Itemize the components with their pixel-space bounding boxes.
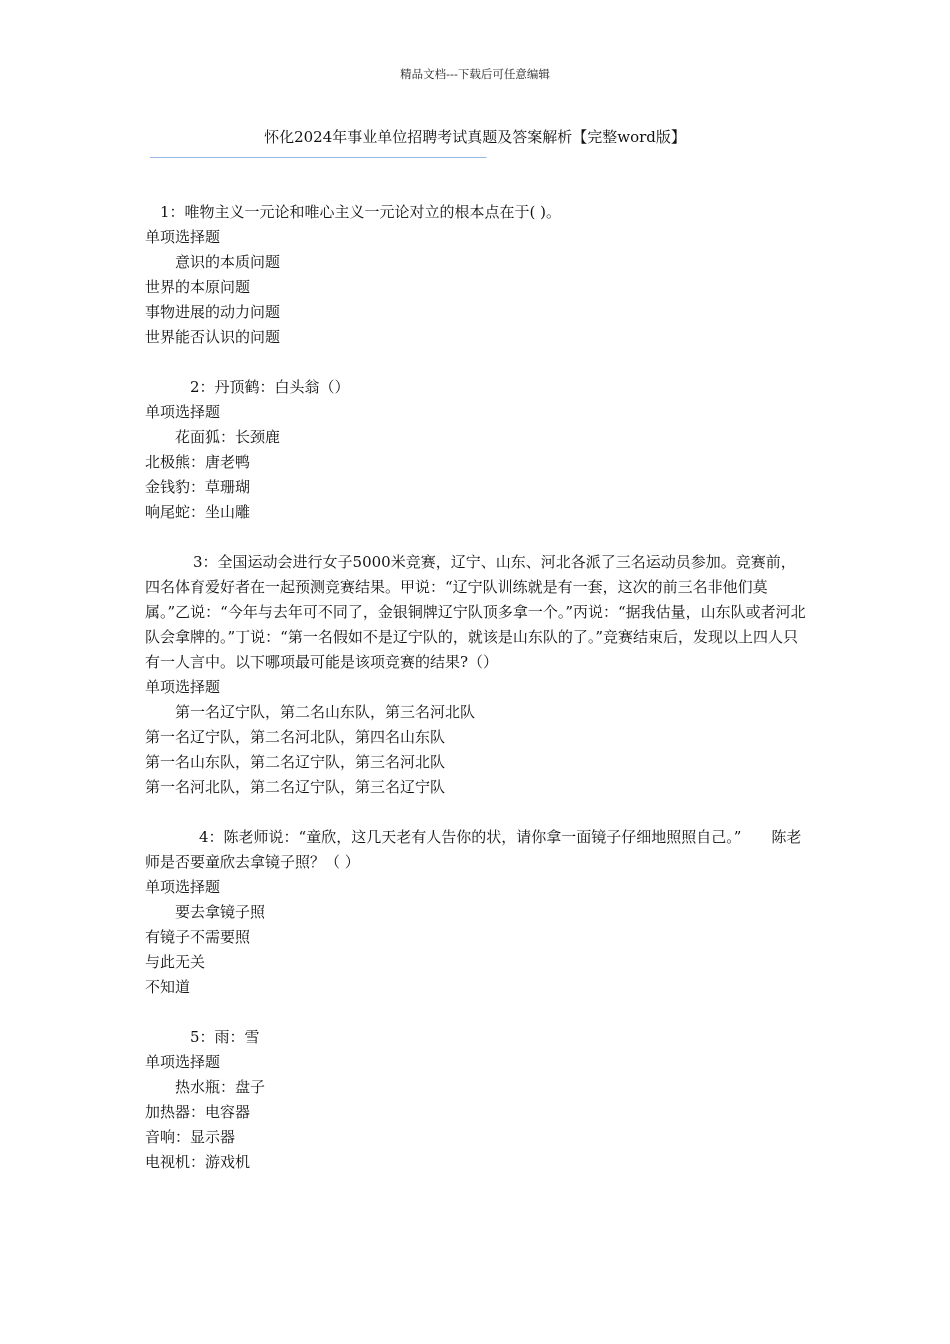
question-type: 单项选择题: [145, 678, 221, 696]
option: 第一名辽宁队，第二名河北队，第四名山东队: [145, 728, 446, 746]
option: 热水瓶：盘子: [175, 1078, 266, 1096]
option: 与此无关: [145, 953, 206, 971]
option: 世界的本原问题: [145, 278, 251, 296]
title-divider: ———————————————————————————————————————————: [150, 151, 487, 165]
question-3: [145, 550, 807, 800]
option: 电视机：游戏机: [145, 1153, 251, 1171]
question-stem: 4：陈老师说：“童欣，这几天老有人告你的状，请你拿一面镜子仔细地照照自己。” 陈老师是否要童欣去拿镜子照？（ ）: [145, 828, 802, 871]
option: 要去拿镜子照: [175, 903, 266, 921]
document-title: 怀化2024年事业单位招聘考试真题及答案解析【完整word版】: [264, 128, 686, 146]
header-note: 精品文档---下载后可任意编辑: [400, 67, 550, 81]
question-2: [145, 375, 807, 525]
question-type: 单项选择题: [145, 1053, 221, 1071]
question-type: 单项选择题: [145, 403, 221, 421]
question-1: [145, 200, 807, 350]
option: 北极熊：唐老鸭: [145, 453, 251, 471]
question-4: [145, 825, 807, 1000]
question-stem: 1：唯物主义一元论和唯心主义一元论对立的根本点在于( )。: [160, 203, 562, 221]
option: 第一名河北队，第二名辽宁队，第三名辽宁队: [145, 778, 446, 796]
question-stem: 5：雨：雪: [190, 1028, 260, 1046]
option: 第一名山东队，第二名辽宁队，第三名河北队: [145, 753, 446, 771]
option: 有镜子不需要照: [145, 928, 251, 946]
option: 世界能否认识的问题: [145, 328, 281, 346]
option: 意识的本质问题: [175, 253, 281, 271]
question-stem: 3：全国运动会进行女子5000米竞赛，辽宁、山东、河北各派了三名运动员参加。竞赛前，四名体育爱好者在一起预测竞赛结果。甲说：“辽宁队训练就是有一套，这次的前三名非他们莫属。”乙说：“今年与去年可不同了，金银铜牌辽宁队顶多拿一个。”丙说：“据我估量，山东队或者河北队会拿牌的。”丁说：“第一名假如不是辽宁队的，就该是山东队的了。”竞赛结束后，发现以上四人只有一人言中。以下哪项最可能是该项竞赛的结果?（）: [145, 553, 806, 671]
option: 花面狐：长颈鹿: [175, 428, 281, 446]
option: 不知道: [145, 978, 191, 996]
option: 音响：显示器: [145, 1128, 236, 1146]
question-stem: 2：丹顶鹤：白头翁（）: [190, 378, 350, 396]
option: 事物进展的动力问题: [145, 303, 281, 321]
question-type: 单项选择题: [145, 878, 221, 896]
option: 金钱豹：草珊瑚: [145, 478, 251, 496]
question-5: [145, 1025, 807, 1175]
question-list: [145, 200, 807, 1200]
question-type: 单项选择题: [145, 228, 221, 246]
option: 响尾蛇：坐山雕: [145, 503, 251, 521]
option: 加热器：电容器: [145, 1103, 251, 1121]
option: 第一名辽宁队，第二名山东队，第三名河北队: [175, 703, 476, 721]
